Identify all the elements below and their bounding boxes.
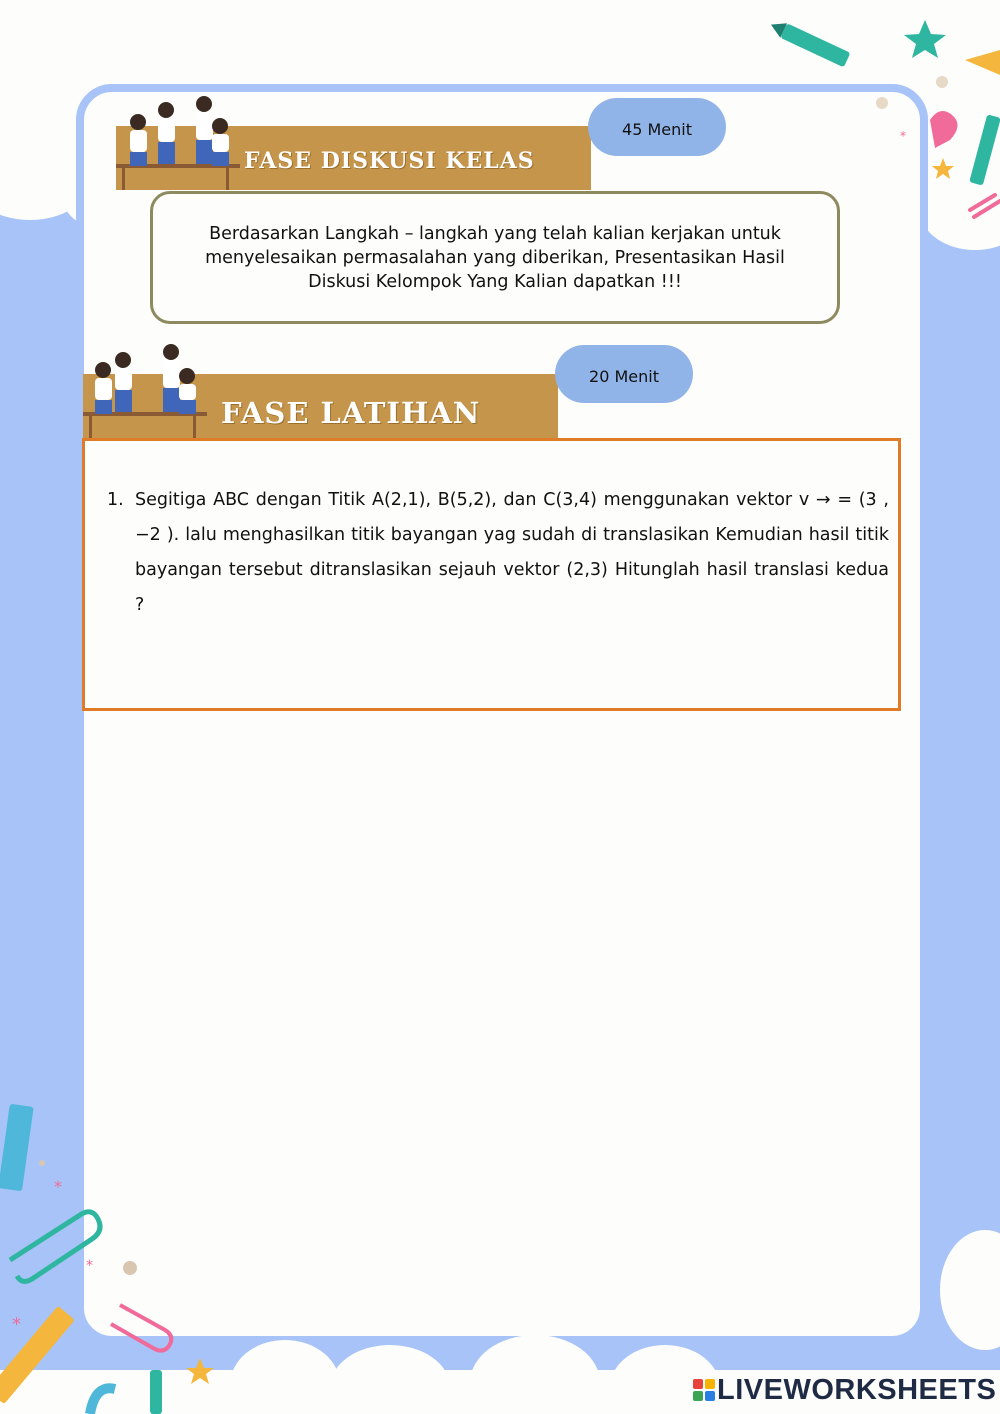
svg-text:*: * [86,1258,93,1274]
question-item [107,483,889,623]
section-title: FASE LATIHAN [221,396,481,430]
instruction-box [150,191,840,324]
duration-badge: 20 Menit [555,345,693,403]
latihan-banner [83,374,558,438]
svg-text:*: * [54,1177,62,1196]
question-box [82,438,901,711]
section-title: FASE DISKUSI KELAS [244,148,535,174]
stationery-decoration [0,1100,220,1414]
students-illustration [83,344,207,440]
diskusi-banner [116,126,591,190]
svg-text:*: * [900,129,906,143]
liveworksheets-logo [693,1374,996,1406]
logo-text: LIVEWORKSHEETS [717,1373,997,1406]
question-number: 1. [107,490,124,510]
instruction-text: Berdasarkan Langkah – langkah yang telah kalian kerjakan untuk menyelesaikan permasalahan yang diberikan, Presentasikan Hasil Diskusi Kelompok Yang Kalian dapatkan !!! [205,223,785,292]
question-text: Segitiga ABC dengan Titik A(2,1), B(5,2), dan C(3,4) menggunakan vektor v → = (3 ,−2 ). lalu menghasilkan titik bayangan yag sudah di translasikan Kemudian hasil titik bayangan tersebut ditranslasikan sejauh vektor (2,3) Hitunglah hasil translasi kedua ? [135,490,889,615]
logo-icon [693,1379,715,1401]
students-illustration [116,96,240,192]
duration-badge: 45 Menit [588,98,726,156]
svg-text:*: * [12,1314,21,1335]
